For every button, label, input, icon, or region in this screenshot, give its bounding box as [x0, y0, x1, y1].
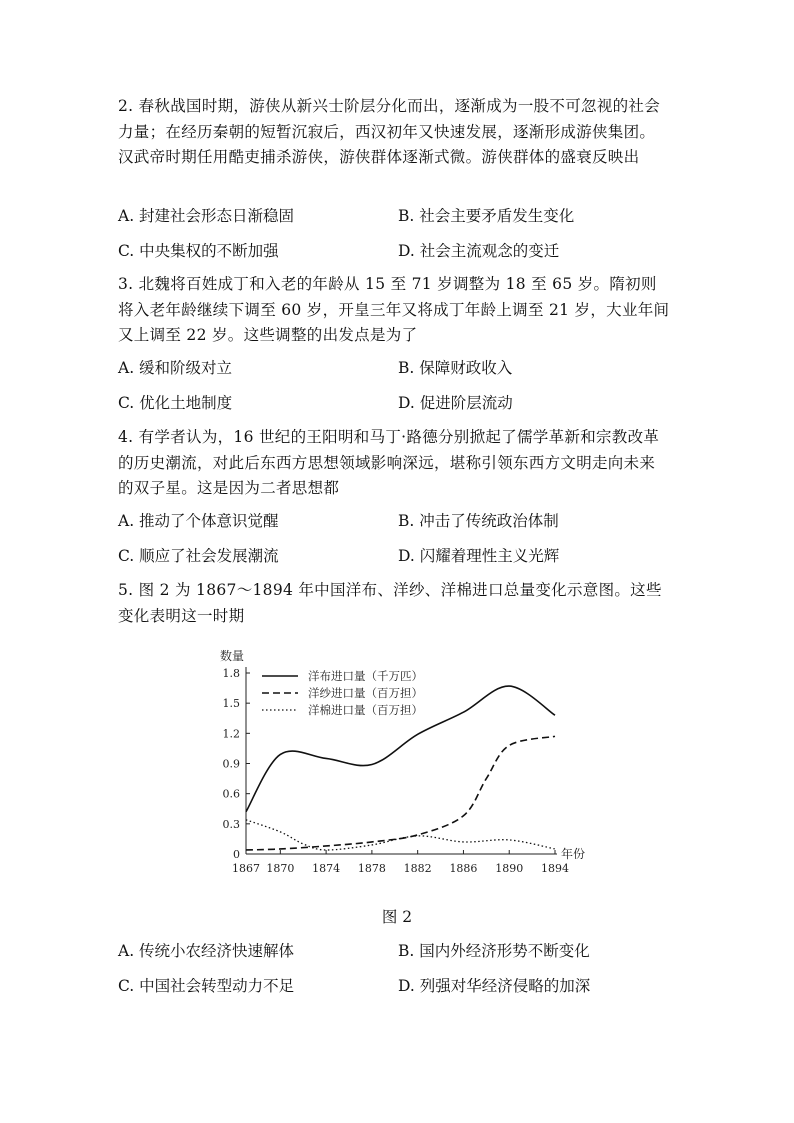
- question-5-option-b: B. 国内外经济形势不断变化: [398, 942, 590, 960]
- figure-caption: 图 2: [381, 908, 413, 926]
- question-4-stem: 4. 有学者认为，16 世纪的王阳明和马丁·路德分别掀起了儒学革新和宗教改革的历史潮流，对此后东西方思想领域影响深远，堪称引领东西方文明走向未来的双子星。这是因为二者思想都: [118, 428, 660, 497]
- question-5-option-c: C. 中国社会转型动力不足: [118, 977, 295, 995]
- question-2-option-a: A. 封建社会形态日渐稳固: [118, 207, 295, 225]
- question-3-option-d: D. 促进阶层流动: [398, 394, 513, 412]
- question-2-option-d: D. 社会主流观念的变迁: [398, 242, 560, 260]
- question-2-option-c: C. 中央集权的不断加强: [118, 242, 279, 260]
- y-tick-label: 1.5: [222, 697, 240, 711]
- question-4-option-c: C. 顺应了社会发展潮流: [118, 547, 279, 565]
- y-tick-label: 1.2: [222, 727, 240, 741]
- x-tick-label: 1878: [357, 862, 386, 875]
- series-line-3: [246, 820, 555, 850]
- series-line-2: [246, 736, 555, 850]
- x-tick-label: 1870: [266, 862, 295, 875]
- import-volume-line-chart: [210, 640, 610, 885]
- question-5-option-d: D. 列强对华经济侵略的加深: [398, 977, 591, 995]
- x-axis-label: 年份: [561, 847, 586, 861]
- x-tick-label: 1867: [232, 862, 260, 875]
- y-tick-label: 1.8: [222, 667, 240, 680]
- question-2-option-b: B. 社会主要矛盾发生变化: [398, 207, 575, 225]
- question-3-stem: 3. 北魏将百姓成丁和入老的年龄从 15 至 71 岁调整为 18 至 65 岁。隋初则将入老年龄继续下调至 60 岁，开皇三年又将成丁年龄上调至 21 岁，大业年间又上调至 22 岁。这些调整的出发点是为了: [118, 275, 670, 344]
- question-4-option-d: D. 闪耀着理性主义光辉: [398, 547, 560, 565]
- y-tick-label: 0.3: [222, 817, 240, 831]
- legend-label-2: 洋纱进口量（百万担）: [308, 686, 423, 700]
- question-5-stem: 5. 图 2 为 1867～1894 年中国洋布、洋纱、洋棉进口总量变化示意图。这些变化表明这一时期: [118, 581, 662, 625]
- x-tick-label: 1886: [449, 862, 478, 875]
- question-2-stem: 2. 春秋战国时期，游侠从新兴士阶层分化而出，逐渐成为一股不可忽视的社会力量；在经历秦朝的短暂沉寂后，西汉初年又快速发展，逐渐形成游侠集团。汉武帝时期任用酷吏捕杀游侠，游侠群体逐渐式微。游侠群体的盛衰反映出: [118, 97, 661, 166]
- question-4-option-b: B. 冲击了传统政治体制: [398, 512, 559, 530]
- y-tick-label: 0.9: [222, 757, 240, 771]
- y-tick-label: 0.6: [222, 787, 240, 801]
- question-5-option-a: A. 传统小农经济快速解体: [118, 942, 295, 960]
- y-tick-label: 0: [233, 848, 240, 861]
- y-axis-label: 数量: [220, 649, 245, 663]
- question-3-option-a: A. 缓和阶级对立: [118, 359, 233, 377]
- question-3-option-b: B. 保障财政收入: [398, 359, 513, 377]
- legend-label-1: 洋布进口量（千万匹）: [308, 669, 423, 683]
- x-tick-label: 1874: [312, 862, 341, 875]
- x-tick-label: 1894: [541, 862, 569, 875]
- x-tick-label: 1890: [495, 862, 524, 875]
- x-tick-label: 1882: [403, 862, 432, 875]
- legend-label-3: 洋棉进口量（百万担）: [308, 703, 423, 717]
- question-4-option-a: A. 推动了个体意识觉醒: [118, 512, 279, 530]
- question-3-option-c: C. 优化土地制度: [118, 394, 233, 412]
